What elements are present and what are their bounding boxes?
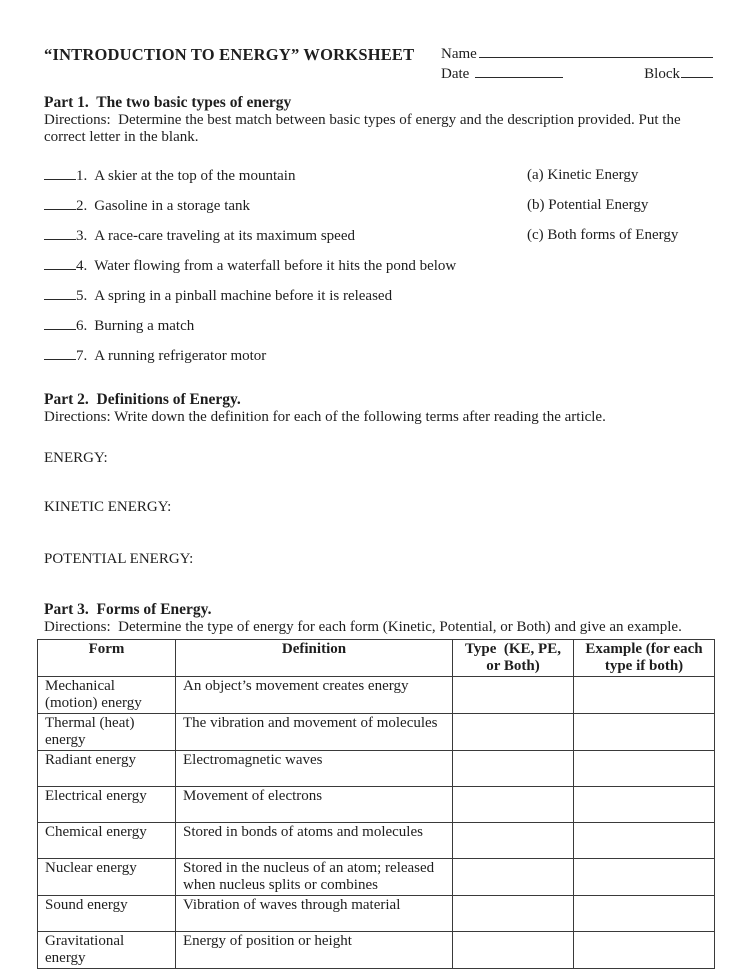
page-title: “INTRODUCTION TO ENERGY” WORKSHEET bbox=[44, 45, 415, 64]
part2-directions: Directions: Write down the definition for each of the following terms after reading the article. bbox=[44, 409, 606, 425]
name-label: Name bbox=[441, 46, 477, 62]
date-block-field bbox=[441, 64, 713, 84]
form-cell: Sound energy bbox=[38, 896, 176, 932]
example-cell bbox=[574, 859, 715, 896]
example-cell bbox=[574, 932, 715, 969]
date-label: Date bbox=[441, 66, 470, 82]
form-cell: Nuclear energy bbox=[38, 859, 176, 896]
form-cell: Thermal (heat) energy bbox=[38, 714, 176, 751]
table-row bbox=[38, 823, 715, 859]
item-text: A running refrigerator motor bbox=[94, 348, 267, 364]
type-cell bbox=[453, 896, 574, 932]
form-cell: Radiant energy bbox=[38, 751, 176, 787]
definition-cell: Stored in the nucleus of an atom; released when nucleus splits or combines bbox=[176, 859, 453, 896]
table-row bbox=[38, 859, 715, 896]
name-blank bbox=[479, 44, 713, 58]
term-kinetic-energy: KINETIC ENERGY: bbox=[44, 499, 172, 515]
table-row bbox=[38, 932, 715, 969]
match-item bbox=[44, 227, 713, 257]
part1-directions: Directions: Determine the best match between basic types of energy and the description provided. Put the correct letter in the blank. bbox=[44, 112, 681, 145]
type-cell bbox=[453, 932, 574, 969]
answer-blank bbox=[44, 167, 76, 180]
forms-of-energy-table bbox=[37, 639, 715, 969]
answer-blank bbox=[44, 257, 76, 270]
item-number: 2. bbox=[76, 198, 88, 214]
table-header-row bbox=[38, 640, 715, 677]
item-text: Gasoline in a storage tank bbox=[94, 198, 251, 214]
term-potential-energy: POTENTIAL ENERGY: bbox=[44, 551, 194, 567]
type-cell bbox=[453, 714, 574, 751]
match-item bbox=[44, 167, 713, 197]
col-header-form: Form bbox=[38, 640, 176, 677]
table-row bbox=[38, 714, 715, 751]
definition-cell: Electromagnetic waves bbox=[176, 751, 453, 787]
item-number: 1. bbox=[76, 168, 88, 184]
type-cell bbox=[453, 677, 574, 714]
form-cell: Chemical energy bbox=[38, 823, 176, 859]
block-blank bbox=[681, 64, 713, 78]
item-number: 6. bbox=[76, 318, 88, 334]
item-number: 3. bbox=[76, 228, 88, 244]
item-text: Burning a match bbox=[94, 318, 195, 334]
definition-cell: The vibration and movement of molecules bbox=[176, 714, 453, 751]
item-text: A spring in a pinball machine before it is released bbox=[94, 288, 393, 304]
example-cell bbox=[574, 896, 715, 932]
table-row bbox=[38, 787, 715, 823]
type-cell bbox=[453, 859, 574, 896]
type-cell bbox=[453, 787, 574, 823]
part2-heading: Part 2. Definitions of Energy. bbox=[44, 391, 241, 408]
answer-blank bbox=[44, 287, 76, 300]
part3-directions: Directions: Determine the type of energy for each form (Kinetic, Potential, or Both) and give an example. bbox=[44, 619, 682, 635]
example-cell bbox=[574, 714, 715, 751]
item-number: 4. bbox=[76, 258, 88, 274]
example-cell bbox=[574, 787, 715, 823]
match-item bbox=[44, 347, 713, 377]
definition-cell: Movement of electrons bbox=[176, 787, 453, 823]
definition-cell: Vibration of waves through material bbox=[176, 896, 453, 932]
definition-cell: An object’s movement creates energy bbox=[176, 677, 453, 714]
form-cell: Mechanical (motion) energy bbox=[38, 677, 176, 714]
answer-blank bbox=[44, 197, 76, 210]
answer-blank bbox=[44, 227, 76, 240]
example-cell bbox=[574, 677, 715, 714]
example-cell bbox=[574, 823, 715, 859]
definition-cell: Energy of position or height bbox=[176, 932, 453, 969]
col-header-definition: Definition bbox=[176, 640, 453, 677]
table-row bbox=[38, 896, 715, 932]
part1-heading: Part 1. The two basic types of energy bbox=[44, 94, 292, 111]
name-field bbox=[441, 44, 713, 64]
part1-matching-list bbox=[44, 167, 713, 377]
match-item bbox=[44, 287, 713, 317]
match-item bbox=[44, 197, 713, 227]
match-item bbox=[44, 317, 713, 347]
option-b: (b) Potential Energy bbox=[527, 197, 649, 213]
term-energy: ENERGY: bbox=[44, 450, 108, 466]
answer-blank bbox=[44, 317, 76, 330]
date-blank bbox=[475, 64, 563, 78]
type-cell bbox=[453, 751, 574, 787]
definition-cell: Stored in bonds of atoms and molecules bbox=[176, 823, 453, 859]
option-a: (a) Kinetic Energy bbox=[527, 167, 639, 183]
block-label: Block bbox=[644, 66, 680, 82]
answer-blank bbox=[44, 347, 76, 360]
match-item bbox=[44, 257, 713, 287]
example-cell bbox=[574, 751, 715, 787]
page-header bbox=[44, 44, 713, 84]
option-c: (c) Both forms of Energy bbox=[527, 227, 679, 243]
type-cell bbox=[453, 823, 574, 859]
table-row bbox=[38, 751, 715, 787]
item-number: 5. bbox=[76, 288, 88, 304]
student-id-block bbox=[441, 44, 713, 84]
table-row bbox=[38, 677, 715, 714]
part3-heading: Part 3. Forms of Energy. bbox=[44, 601, 212, 618]
col-header-example: Example (for each type if both) bbox=[574, 640, 715, 677]
item-number: 7. bbox=[76, 348, 88, 364]
item-text: A skier at the top of the mountain bbox=[94, 168, 296, 184]
item-text: Water flowing from a waterfall before it hits the pond below bbox=[94, 258, 457, 274]
col-header-type: Type (KE, PE, or Both) bbox=[453, 640, 574, 677]
item-text: A race-care traveling at its maximum speed bbox=[94, 228, 355, 244]
form-cell: Gravitational energy bbox=[38, 932, 176, 969]
form-cell: Electrical energy bbox=[38, 787, 176, 823]
